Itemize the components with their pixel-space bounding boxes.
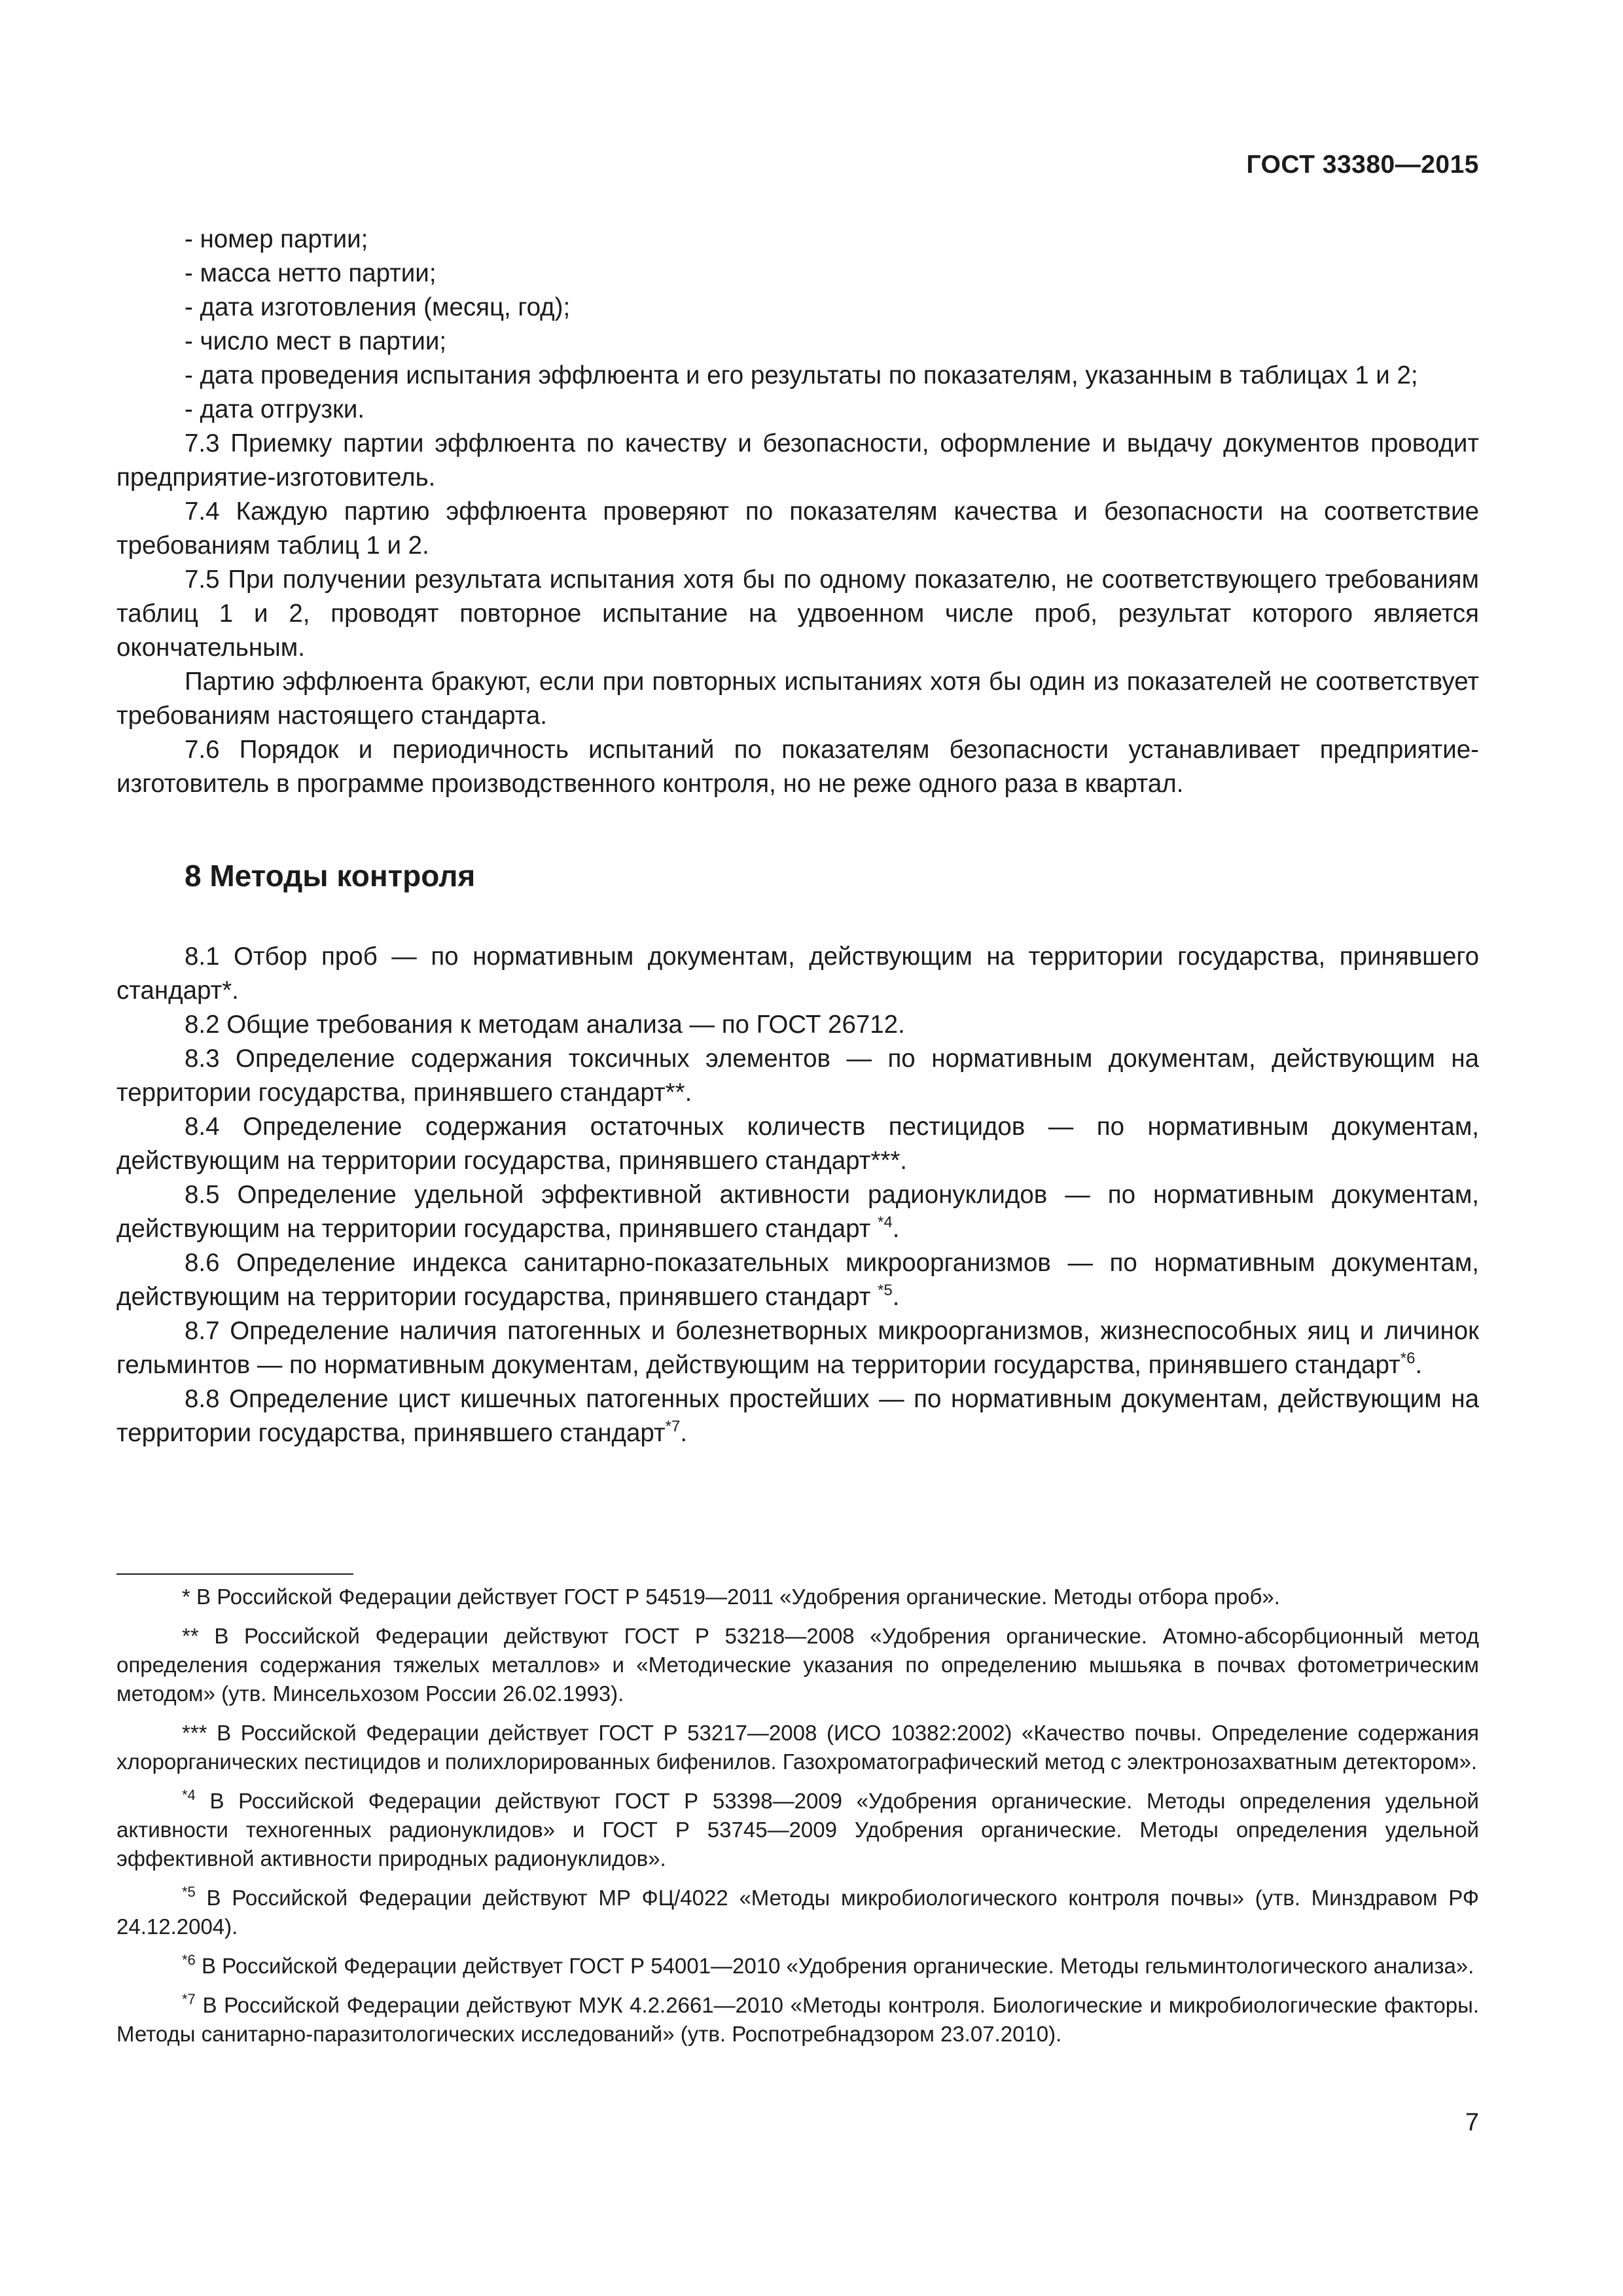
paragraph-8-6-text: 8.6 Определение индекса санитарно-показательных микроорганизмов — по нормативным документам, действующим на территории государства, принявшего стандарт (116, 1249, 1479, 1311)
paragraph-8-2: 8.2 Общие требования к методам анализа — по ГОСТ 26712. (185, 1011, 905, 1039)
footnote-mark: *5 (182, 1884, 196, 1900)
list-item: - дата отгрузки. (185, 395, 365, 423)
footnote-ref[interactable]: *6 (1400, 1350, 1416, 1367)
paragraph-7-4: 7.4 Каждую партию эффлюента проверяют по показателям качества и безопасности на соответствие требованиям таблиц 1 и 2. (116, 497, 1479, 560)
paragraph-7-6: 7.6 Порядок и периодичность испытаний по показателям безопасности устанавливает предприятие-изготовитель в программе производственного контроля, но не реже одного раза в квартал. (116, 736, 1479, 798)
list-item: - масса нетто партии; (185, 259, 437, 287)
footnote (116, 1787, 1479, 1873)
footnotes (116, 1583, 1479, 2059)
footnote (116, 1719, 1479, 1776)
paragraph-end-dot: . (892, 1283, 900, 1311)
paragraph-8-6 (116, 1246, 1479, 1314)
paragraph-8-7 (116, 1314, 1479, 1382)
paragraph-8-8 (116, 1382, 1479, 1450)
paragraph-end-dot: . (680, 1419, 688, 1447)
footnote (116, 1991, 1479, 2049)
footnote-ref[interactable]: *4 (878, 1213, 893, 1231)
footnote (116, 1952, 1479, 1981)
list-item: - дата изготовления (месяц, год); (185, 293, 571, 321)
paragraph-8-7-text: 8.7 Определение наличия патогенных и болезнетворных микроорганизмов, жизнеспособных яиц и личинок гельминтов — по нормативным документам, действующим на территории государства, принявшего стандарт (116, 1317, 1479, 1379)
page-number: 7 (1465, 2109, 1479, 2136)
footnote-mark: *4 (182, 1787, 196, 1803)
paragraph-8-5 (116, 1178, 1479, 1246)
footnote-text: В Российской Федерации действуют МУК 4.2.2661—2010 «Методы контроля. Биологические и микробиологические факторы. Методы санитарно-паразитологических исследований» (утв. Роспотребнадзором 23.07.2010). (116, 1993, 1479, 2046)
footnote-text: В Российской Федерации действуют МР ФЦ/4022 «Методы микробиологического контроля почвы» (утв. Минздравом РФ 24.12.2004). (116, 1886, 1479, 1939)
paragraph-end-dot: . (1415, 1351, 1423, 1379)
list-item: - номер партии; (185, 225, 368, 253)
paragraph-end-dot: . (892, 1215, 900, 1243)
footnote-mark: * (182, 1585, 190, 1609)
document-body (116, 223, 1479, 1450)
list-item: - дата проведения испытания эффлюента и его результаты по показателям, указанным в таблицах 1 и 2; (185, 361, 1418, 389)
footnote-text: В Российской Федерации действует ГОСТ Р 54519—2011 «Удобрения органические. Методы отбора проб». (190, 1585, 1280, 1609)
footnote (116, 1884, 1479, 1941)
footnote (116, 1622, 1479, 1708)
paragraph-7-3: 7.3 Приемку партии эффлюента по качеству и безопасности, оформление и выдачу документов проводит предприятие-изготовитель. (116, 429, 1479, 492)
footnote-text: В Российской Федерации действует ГОСТ Р 53217—2008 (ИСО 10382:2002) «Качество почвы. Определение содержания хлорорганических пестицидов и полихлорированных бифенилов. Газохроматографический метод с электронозахватным детектором». (116, 1721, 1479, 1774)
list-item: - число мест в партии; (185, 327, 447, 355)
paragraph-8-3: 8.3 Определение содержания токсичных элементов — по нормативным документам, действующим на территории государства, принявшего стандарт**. (116, 1045, 1479, 1107)
paragraph-8-4: 8.4 Определение содержания остаточных количеств пестицидов — по нормативным документам, действующим на территории государства, принявшего стандарт***. (116, 1113, 1479, 1175)
footnote-mark: ** (182, 1624, 199, 1648)
footnote-ref[interactable]: *5 (878, 1282, 893, 1299)
footnote-mark: *6 (182, 1952, 196, 1968)
section-heading: 8 Методы контроля (185, 859, 476, 893)
footnote-mark: *** (182, 1721, 207, 1745)
document-header: ГОСТ 33380—2015 (1246, 151, 1479, 179)
paragraph-8-1: 8.1 Отбор проб — по нормативным документам, действующим на территории государства, принявшего стандарт*. (116, 942, 1479, 1005)
paragraph-7-5-reject: Партию эффлюента бракуют, если при повторных испытаниях хотя бы один из показателей не соответствует требованиям настоящего стандарта. (116, 668, 1479, 730)
paragraph-7-5: 7.5 При получении результата испытания хотя бы по одному показателю, не соответствующего требованиям таблиц 1 и 2, проводят повторное испытание на удвоенном числе проб, результат которого является окончательным. (116, 565, 1479, 662)
paragraph-8-5-text: 8.5 Определение удельной эффективной активности радионуклидов — по нормативным документам, действующим на территории государства, принявшего стандарт (116, 1181, 1479, 1243)
footnote-ref[interactable]: *7 (665, 1418, 681, 1435)
footnote-text: В Российской Федерации действуют ГОСТ Р 53218—2008 «Удобрения органические. Атомно-абсорбционный метод определения содержания тяжелых металлов» и «Методические указания по определению мышьяка в почвах фотометрическим методом» (утв. Минсельхозом России 26.02.1993). (116, 1624, 1479, 1706)
paragraph-8-8-text: 8.8 Определение цист кишечных патогенных простейших — по нормативным документам, действующим на территории государства, принявшего стандарт (116, 1385, 1479, 1447)
footnote-text: В Российской Федерации действует ГОСТ Р 54001—2010 «Удобрения органические. Методы гельминтологического анализа». (195, 1954, 1474, 1978)
footnote (116, 1583, 1479, 1611)
footnote-text: В Российской Федерации действуют ГОСТ Р 53398—2009 «Удобрения органические. Методы определения удельной активности техногенных радионуклидов» и ГОСТ Р 53745—2009 Удобрения органические. Методы определения удельной эффективной активности природных радионуклидов». (116, 1789, 1479, 1871)
footnote-divider (116, 1573, 353, 1575)
footnote-mark: *7 (182, 1991, 196, 2007)
